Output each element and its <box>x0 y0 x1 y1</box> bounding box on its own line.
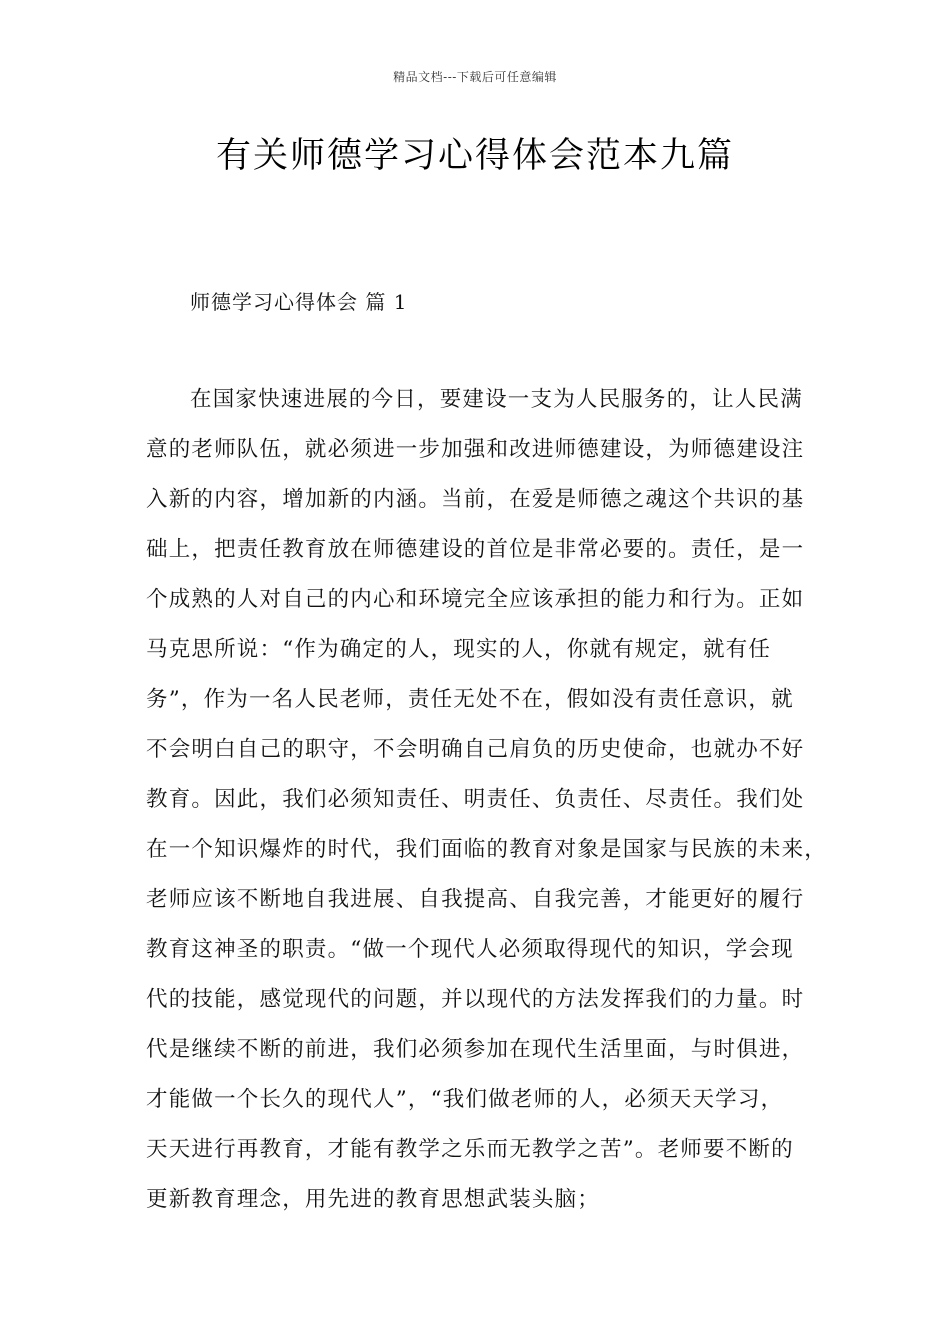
paragraph-line: 更新教育理念，用先进的教育思想武装头脑； <box>146 1187 601 1212</box>
paragraph-line: 教育这神圣的职责。“做一个现代人必须取得现代的知识，学会现 <box>146 937 794 962</box>
paragraph-line: 务”，作为一名人民老师，责任无处不在，假如没有责任意识，就 <box>146 687 794 712</box>
paragraph-line: 天天进行再教育，才能有教学之乐而无教学之苦”。老师要不断的 <box>146 1137 794 1162</box>
paragraph-line: 代的技能，感觉现代的问题，并以现代的方法发挥我们的力量。时 <box>146 987 805 1012</box>
header-note: 精品文档---下载后可任意编辑 <box>393 70 557 84</box>
paragraph-line: 不会明白自己的职守，不会明确自己肩负的历史使命，也就办不好 <box>146 737 805 762</box>
paragraph-line: 个成熟的人对自己的内心和环境完全应该承担的能力和行为。正如 <box>146 587 805 612</box>
paragraph-line: 入新的内容，增加新的内涵。当前，在爱是师德之魂这个共识的基 <box>146 487 805 512</box>
paragraph-line: 马克思所说：“作为确定的人，现实的人，你就有规定，就有任 <box>146 637 772 662</box>
paragraph-line: 老师应该不断地自我进展、自我提高、自我完善，才能更好的履行 <box>146 887 805 912</box>
paragraph-line: 意的老师队伍，就必须进一步加强和改进师德建设，为师德建设注 <box>146 437 805 462</box>
paragraph-line: 才能做一个长久的现代人”，“我们做老师的人，必须天天学习， <box>146 1087 784 1112</box>
paragraph-line: 础上，把责任教育放在师德建设的首位是非常必要的。责任，是一 <box>146 537 805 562</box>
paragraph-line: 教育。因此，我们必须知责任、明责任、负责任、尽责任。我们处 <box>146 787 805 812</box>
body-paragraph <box>146 382 826 1232</box>
document-title: 有关师德学习心得体会范本九篇 <box>215 136 734 176</box>
paragraph-line: 在一个知识爆炸的时代，我们面临的教育对象是国家与民族的未来， <box>146 837 828 862</box>
section-heading: 师德学习心得体会 篇 1 <box>190 290 408 314</box>
paragraph-line: 代是继续不断的前进，我们必须参加在现代生活里面，与时俱进， <box>146 1037 805 1062</box>
paragraph-line: 在国家快速进展的今日，要建设一支为人民服务的，让人民满 <box>190 387 803 412</box>
